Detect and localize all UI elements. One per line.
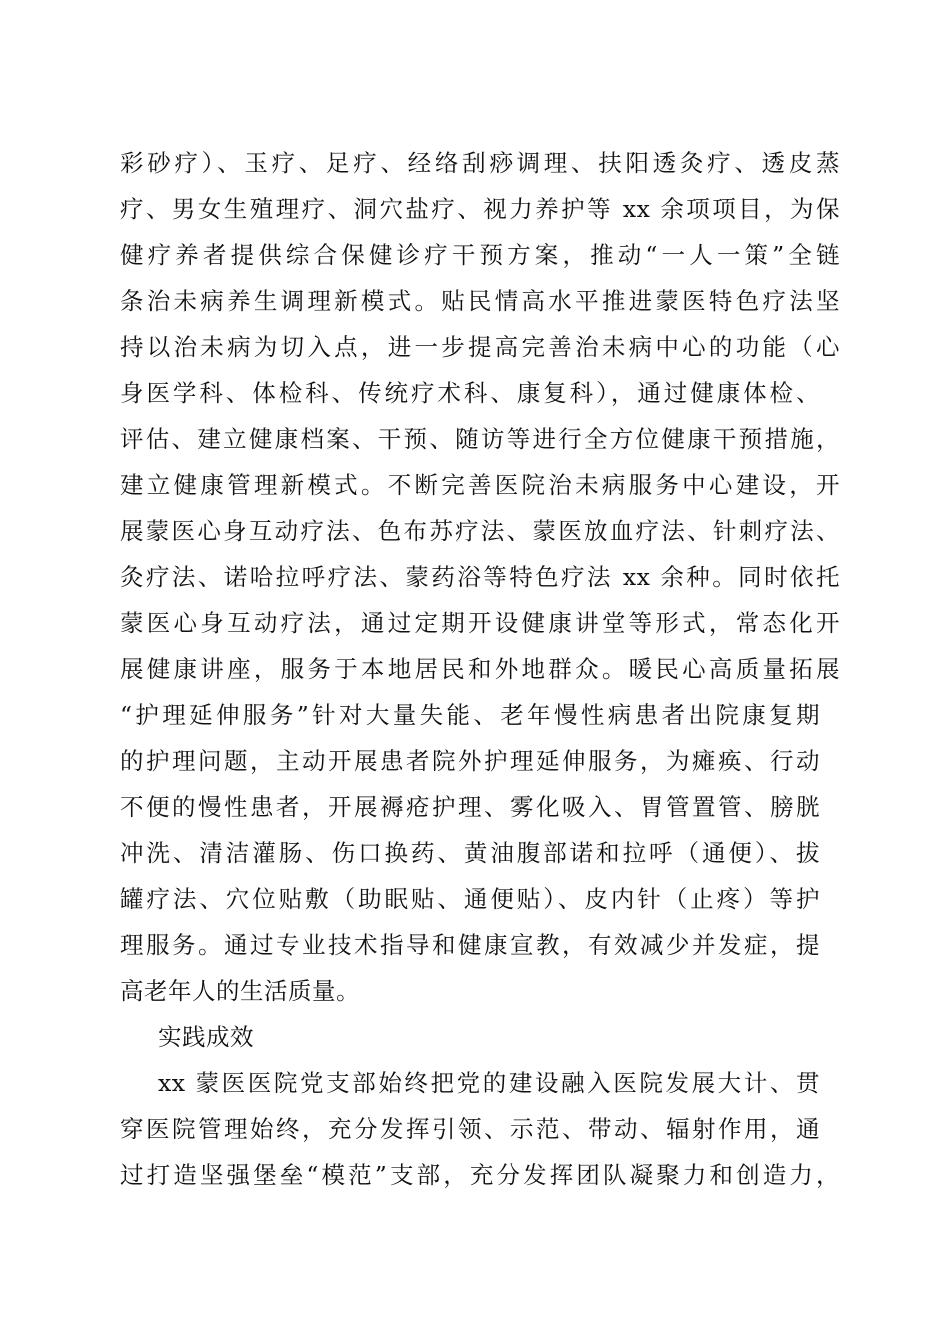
text-line: 穿医院管理始终，充分发挥引领、示范、带动、辐射作用，通 — [120, 1115, 820, 1143]
text-line: 展蒙医心身互动疗法、色布苏疗法、蒙医放血疗法、针刺疗法、 — [120, 517, 840, 545]
text-line: 不便的慢性患者，开展褥疮护理、雾化吸入、胃管置管、膀胱 — [120, 793, 820, 821]
text-line: 身医学科、体检科、传统疗术科、康复科），通过健康体检、 — [120, 379, 820, 407]
text-line: 灸疗法、诺哈拉呼疗法、蒙药浴等特色疗法 xx 余种。同时依托 — [120, 563, 840, 591]
section-heading: 实践成效 — [158, 1023, 254, 1051]
text-line: “护理延伸服务”针对大量失能、老年慢性病患者出院康复期 — [120, 701, 820, 729]
text-line: 过打造坚强堡垒“模范”支部，充分发挥团队凝聚力和创造力， — [120, 1161, 840, 1189]
text-line: 罐疗法、穴位贴敷（助眠贴、通便贴）、皮内针（止疼）等护 — [120, 885, 820, 913]
text-line: 冲洗、清洁灌肠、伤口换药、黄油腹部诺和拉呼（通便）、拔 — [120, 839, 820, 867]
text-line: 健疗养者提供综合保健诊疗干预方案，推动“一人一策”全链 — [120, 241, 840, 269]
text-line: 疗、男女生殖理疗、洞穴盐疗、视力养护等 xx 余项项目，为保 — [120, 195, 840, 223]
text-line: 持以治未病为切入点，进一步提高完善治未病中心的功能（心 — [120, 333, 840, 361]
text-line: 建立健康管理新模式。不断完善医院治未病服务中心建设，开 — [120, 471, 840, 499]
text-line: 评估、建立健康档案、干预、随访等进行全方位健康干预措施， — [120, 425, 840, 453]
text-line: 蒙医心身互动疗法，通过定期开设健康讲堂等形式，常态化开 — [120, 609, 840, 637]
text-line: 理服务。通过专业技术指导和健康宣教，有效减少并发症，提 — [120, 931, 820, 959]
text-line: 高老年人的生活质量。 — [120, 977, 360, 1005]
text-line: 彩砂疗）、玉疗、足疗、经络刮痧调理、扶阳透灸疗、透皮蒸 — [120, 149, 840, 177]
text-line: 的护理问题，主动开展患者院外护理延伸服务，为瘫痪、行动 — [120, 747, 820, 775]
text-line: xx 蒙医医院党支部始终把党的建设融入医院发展大计、贯 — [158, 1069, 820, 1097]
text-line: 展健康讲座，服务于本地居民和外地群众。暖民心高质量拓展 — [120, 655, 840, 683]
text-line: 条治未病养生调理新模式。贴民情高水平推进蒙医特色疗法坚 — [120, 287, 840, 315]
